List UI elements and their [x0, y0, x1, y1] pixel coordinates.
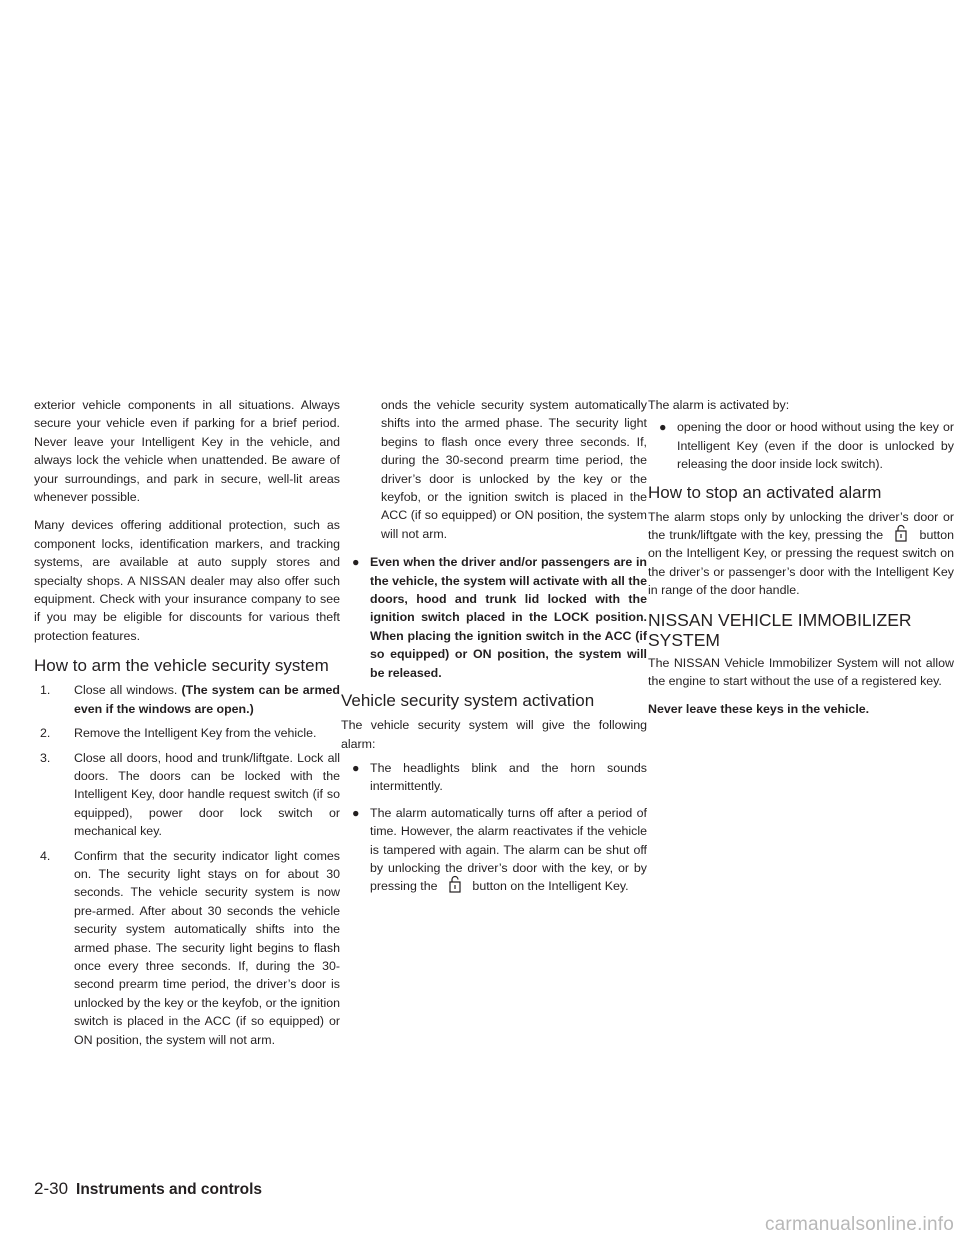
step-number: 3. — [40, 750, 51, 765]
bullet-text: The alarm automatically turns off after a period of time. However, the alarm reactivates if the vehicle is tampered with again. The alarm can be shut off by unlocking the driver’s door with the key, or by pressing the — [370, 805, 647, 894]
section-title: Instruments and controls — [76, 1181, 263, 1198]
paragraph-alarm-intro: The vehicle security system will give the following alarm: — [341, 718, 647, 751]
paragraph-activated-by: The alarm is activated by: — [648, 398, 790, 412]
paragraph-security-intro: exterior vehicle components in all situations. Always secure your vehicle even if parking for a brief period. Never leave your Intelligent Key in the vehicle, and always lock the vehicle when unattended. Be aware of your surroundings, and park in secure, well-lit areas whenever possible. — [34, 398, 340, 505]
bullet-headlights-horn — [341, 759, 647, 796]
step-text: Close all windows. — [74, 683, 182, 698]
arm-step-1 — [34, 681, 340, 718]
bullet-text: The headlights blink and the horn sounds intermittently. — [370, 760, 647, 794]
bullet-dot: ● — [352, 805, 360, 820]
step-number: 2. — [40, 726, 51, 741]
unlock-key-icon — [887, 526, 915, 540]
arm-step-4 — [34, 847, 340, 1047]
page-number: 2-30 — [34, 1179, 69, 1198]
paragraph-never-leave-keys: Never leave these keys in the vehicle. — [648, 702, 870, 717]
step-text: Confirm that the security indicator light comes on. The security light stays on for about 30 seconds. The vehicle security system is now pre-armed. After about 30 seconds the vehicle security system automatically shifts into the armed phase. The security light begins to flash once every three seconds. If, during the 30-second prearm time period, the driver’s door is unlocked by the key or the keyfob, or the ignition switch is placed in the ACC (if so equipped) or ON position, the system will not arm. — [74, 848, 340, 1047]
bullet-open-door-hood — [648, 418, 954, 473]
arm-step-3 — [34, 749, 340, 841]
heading-arm-system: How to arm the vehicle security system — [34, 656, 329, 676]
paragraph-protection-devices: Many devices offering additional protection, such as component locks, identification markers, and tracking systems, are available at auto supply stores and specialty shops. A NISSAN dealer may also offer such equipment. Check with your insurance company to see if you may be eligible for discounts for various theft protection features. — [34, 518, 340, 643]
stop-text-before-icon: The alarm stops only by unlocking the driver’s door or the trunk/liftgate with the key, pressing the — [648, 509, 954, 543]
step-4-continued: onds the vehicle security system automatically shifts into the armed phase. The security light begins to flash once every three seconds. If, during the 30-second prearm time period, the driver’s door is unlocked by the key or the keyfob, or the ignition switch is placed in the ACC (if so equipped) or ON position, the system will not arm. — [381, 398, 647, 541]
bullet-system-activate-note — [341, 553, 647, 682]
watermark: carmanualsonline.info — [764, 1214, 954, 1235]
page-footer — [34, 1179, 262, 1199]
step-number: 1. — [40, 683, 51, 698]
unlock-key-icon — [441, 877, 469, 891]
bullet-dot: ● — [352, 555, 360, 570]
heading-security-activation: Vehicle security system activation — [341, 691, 595, 711]
bullet-text-after-icon: button on the Intelligent Key. — [472, 879, 629, 894]
arm-step-2 — [34, 724, 340, 742]
bullet-alarm-shutoff — [341, 804, 647, 896]
step-text: Close all doors, hood and trunk/liftgate. Lock all doors. The doors can be locked with the Intelligent Key, door handle request switch (if so equipped), power door lock switch or mechanical key. — [74, 750, 340, 839]
stop-text-after-icon: button on the Intelligent Key, or pressing the request switch on the driver’s or passenger’s door with the Intelligent Key in range of the door handle. — [648, 528, 954, 598]
column-1 — [34, 396, 340, 1047]
column-2 — [341, 396, 647, 904]
bullet-text: Even when the driver and/or passengers are in the vehicle, the system will activate with all the doors, hood and trunk lid locked with the ignition switch placed in the LOCK position. When placing the ignition switch in the ACC (if so equipped) or ON position, the system will be released. — [370, 555, 647, 680]
paragraph-immobilizer: The NISSAN Vehicle Immobilizer System will not allow the engine to start without the use of a registered key. — [648, 655, 954, 689]
step-text: Remove the Intelligent Key from the vehicle. — [74, 726, 317, 741]
arm-steps-list — [34, 681, 340, 1047]
heading-immobilizer: NISSAN VEHICLE IMMOBILIZER SYSTEM — [648, 609, 912, 650]
column-3 — [648, 396, 954, 729]
step-number: 4. — [40, 848, 51, 863]
step-bold-note: (The system can be armed even if the windows are open.) — [74, 683, 340, 716]
paragraph-stop-alarm — [648, 508, 954, 600]
bullet-dot: ● — [659, 420, 667, 435]
bullet-dot: ● — [352, 760, 360, 775]
heading-stop-alarm: How to stop an activated alarm — [648, 482, 882, 502]
bullet-text: opening the door or hood without using the key or Intelligent Key (even if the door is unlocked by releasing the door inside lock switch). — [677, 420, 954, 472]
